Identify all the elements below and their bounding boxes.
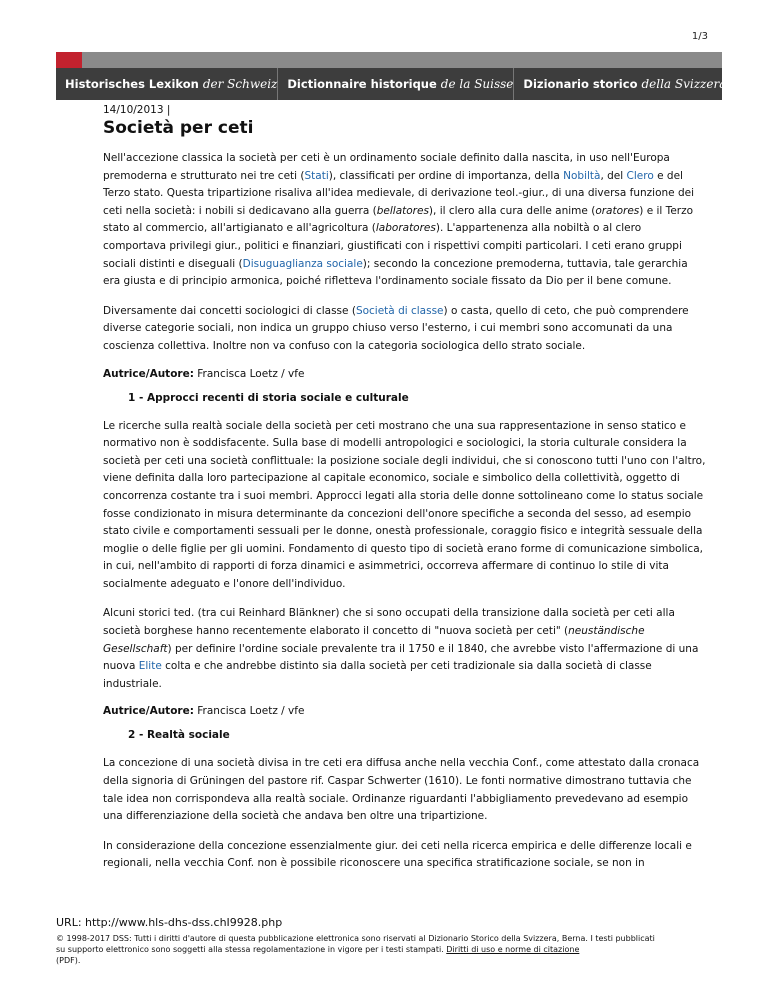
link-disuguaglianza-sociale[interactable]: Disuguaglianza sociale — [242, 257, 363, 270]
banner-fr-italic: de la Suisse — [440, 77, 514, 91]
banner-fr-bold: Dictionnaire historique — [287, 77, 437, 91]
link-elite[interactable]: Elite — [138, 660, 162, 673]
link-clero[interactable]: Clero — [626, 169, 654, 182]
text: Nell'accezione classica la società per ceti è un ordinamento sociale definito dalla nascita, in uso nell'Europa premoderna e strutturato nei tre ceti ( — [103, 152, 670, 182]
paragraph-1 — [103, 150, 707, 291]
footer-copyright — [56, 933, 656, 966]
author-label: Autrice/Autore: — [103, 705, 194, 718]
link-societa-di-classe[interactable]: Società di classe — [355, 304, 444, 317]
paragraph-2 — [103, 303, 707, 356]
term-neustandische: neuständische Gesellschaft — [103, 625, 645, 655]
section-heading-2: 2 - Realtà sociale — [128, 729, 230, 742]
paragraph-5: La concezione di una società divisa in tre ceti era diffusa anche nella vecchia Conf., come attestato dalla cronaca della signoria di Grüningen del pastore rif. Caspar Schwerter (1610). Le fonti normative dimostrano tuttavia che tale idea non corrispondeva alla realtà sociale. Ordinanze riguardanti l'abbigliamento prevedevano ad esempio una differenziazione della società che andava ben oltre una tripartizione. — [103, 757, 700, 823]
article-date: 14/10/2013 | — [103, 104, 171, 116]
banner-de-bold: Historisches Lexikon — [65, 77, 199, 91]
banner-de-italic: der Schweiz — [202, 77, 278, 91]
link-stati[interactable]: Stati — [304, 169, 329, 182]
text: Alcuni storici ted. (tra cui Reinhard Blänkner) che si sono occupati della transizione dalla società per ceti alla società borghese hanno recentemente elaborato il concetto di "nuova società per ceti" ( — [103, 607, 675, 638]
term-laboratores: laboratores — [375, 222, 436, 235]
text: ) e il Terzo stato al commercio, all'artigianato e all'agricoltura ( — [103, 204, 694, 235]
author-label: Autrice/Autore: — [103, 367, 194, 380]
paragraph-4 — [103, 605, 707, 693]
author-line-2 — [103, 705, 707, 717]
copyright-suffix: (PDF). — [56, 956, 81, 965]
banner-fr — [278, 68, 514, 100]
banner-de — [56, 68, 278, 100]
page-number: 1/3 — [691, 31, 708, 42]
term-oratores: oratores — [595, 204, 640, 217]
text: ) per definire l'ordine sociale prevalente tra il 1750 e il 1840, che avrebbe visto l'affermazione di una nuova — [103, 642, 699, 673]
banner-it — [514, 68, 726, 100]
link-diritti-di-uso[interactable]: Diritti di uso e norme di citazione — [446, 945, 580, 954]
footer — [56, 916, 656, 966]
text: Diversamente dai concetti sociologici di classe ( — [103, 304, 356, 317]
text: , del — [600, 169, 627, 182]
paragraph-3: Le ricerche sulla realtà sociale della società per ceti mostrano che una sua rappresentazione in senso statico e normativo non è soddisfacente. Sulla base di modelli antropologici e sociologici, la storia culturale considera la società per ceti una società conflittuale: la posizione sociale degli individui, che si conoscono tutti l'uno con l'altro, viene definita dalla loro partecipazione al capitale economico, sociale e simbolico della collettività, oggetto di concorrenza costante tra i suoi membri. Approcci legati alla storia delle donne sottolineano come lo status sociale fosse condizionato in misura determinante da concezioni dell'onore specifiche a seconda del sesso, ad esempio stato civile e comportamenti sessuali per le donne, onestà professionale, coraggio fisico e integrità sessuale della moglie o delle figlie per gli uomini. Fondamento di questo tipo di società erano forme di comunicazione simbolica, in cui, nell'ambito di rapporti di forza dinamici e asimmetrici, occorreva affermare di continuo lo stile di vita socialmente adeguato e l'onore dell'individuo. — [103, 419, 706, 590]
section-heading-1: 1 - Approcci recenti di storia sociale e culturale — [128, 391, 409, 404]
banner-it-italic: della Svizzera — [641, 77, 727, 91]
author-name: Francisca Loetz / vfe — [193, 705, 305, 718]
paragraph-6: In considerazione della concezione essenzialmente giur. dei ceti nella ricerca empirica e delle differenze locali e regionali, nella vecchia Conf. non è possibile riconoscere una specifica stratificazione sociale, se non in — [103, 839, 692, 870]
author-line-1 — [103, 368, 707, 380]
term-bellatores: bellatores — [376, 204, 429, 217]
footer-url: URL: http://www.hls-dhs-dss.chI9928.php — [56, 916, 283, 929]
link-nobilta[interactable]: Nobiltà — [563, 169, 601, 182]
text: ). L'appartenenza alla nobiltà o al clero comportava privilegi giur., politici e finanziari, giustificati con i rispettivi compiti particolari. I ceti erano gruppi sociali distinti e diseguali ( — [103, 222, 682, 270]
author-name: Francisca Loetz / vfe — [193, 367, 305, 380]
hls-banner — [56, 52, 727, 100]
article — [103, 104, 707, 885]
text: colta e che andrebbe distinto sia dalla società per ceti tradizionale sia dalla società di classe industriale. — [103, 660, 652, 690]
text: ), classificati per ordine di importanza, della — [328, 169, 564, 182]
banner-it-bold: Dizionario storico — [523, 77, 638, 91]
text: e del Terzo stato. Questa tripartizione risaliva all'idea medievale, di derivazione teol.-giur., di una diversa funzione dei ceti nella società: i nobili si dedicavano alla guerra ( — [103, 169, 694, 217]
copyright-text: © 1998-2017 DSS: Tutti i diritti d'autore di questa pubblicazione elettronica sono riservati al Dizionario Storico della Svizzera, Berna. I testi pubblicati su supporto elettronico sono soggetti alla stessa regolamentazione in vigore per i testi stampati. — [56, 934, 655, 954]
article-title: Società per ceti — [103, 118, 254, 138]
text: ), il clero alla cura delle anime ( — [428, 204, 596, 217]
banner-red-block — [56, 52, 82, 68]
banner-accent-strip — [56, 52, 722, 68]
text: ) o casta, quello di ceto, che può comprendere diverse categorie sociali, non indica un gruppo chiuso verso l'esterno, i cui membri sono accomunati da una coscienza collettiva. Inoltre non va confuso con la categoria sociologica dello strato sociale. — [103, 304, 689, 352]
text: ); secondo la concezione premoderna, tuttavia, tale gerarchia era giusta e di principio armonica, poiché rifletteva l'ordinamento sociale fissato da Dio per il bene comune. — [103, 257, 688, 288]
